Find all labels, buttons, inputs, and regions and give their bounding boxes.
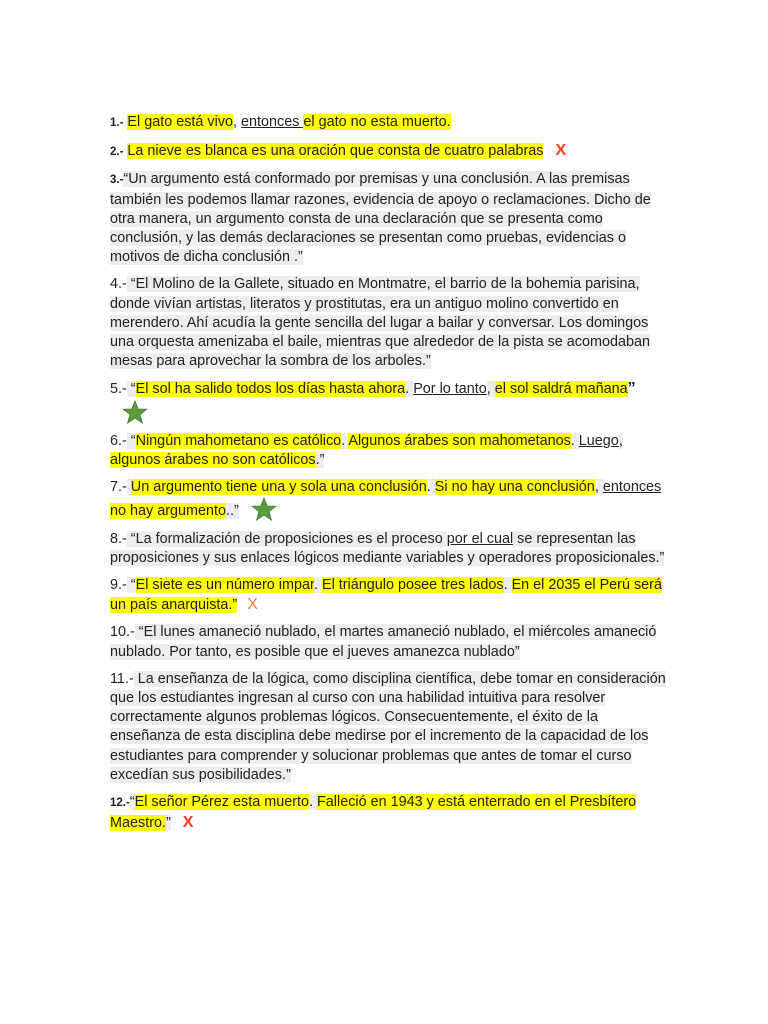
highlighted-text: .” [228,597,238,614]
highlighted-text: El sol ha salido todos los días hasta ahora [135,381,406,398]
highlighted-text: El siete es un número impar [135,577,314,594]
exercise-text: , [618,432,623,449]
exercise-number: 4.- [110,276,127,293]
highlighted-text: no hay argumento [110,503,227,520]
exercise-text: ” [627,380,636,398]
exercise-number: 10.- [110,624,135,641]
exercise-text: . [341,432,349,449]
highlighted-text: Un argumento tiene una y sola una conclusión [130,479,427,496]
underlined-connector: Luego [578,432,619,449]
highlighted-text: La nieve es blanca es una oración que consta de cuatro palabras [127,143,544,160]
exercise-number: 8.- [110,530,127,547]
highlighted-text: el sol saldrá mañana [494,381,628,398]
exercise-text: “El Molino de la Gallete, situado en Montmatre, el barrio de la bohemia parisina, donde vivían artistas, literatos y prostitutas, era un antiguo molino convertido en merendero. Ahí acudía la gente sencilla del lugar a bailar y conversar. Los domingos una orquesta amenizaba el baile, mientras que alrededor de la pista se acomodaban mesas para aprovechar la sombra de los arboles.” [110,276,651,370]
underlined-connector: entonces [241,114,304,130]
exercise-item-9 [110,576,670,615]
highlighted-text: El gato está vivo [127,114,234,130]
exercise-text: . [426,479,435,496]
exercise-item-5 [110,379,670,423]
exercise-text: “ [126,381,136,398]
highlighted-text: Ningún mahometano es católico [135,432,342,449]
underlined-connector: Por lo tanto [413,381,487,398]
highlighted-text: El triángulo posee tres lados [321,577,504,594]
exercise-text: se representan las proposiciones y sus enlaces lógicos mediante variables y operadores proposicionales.” [110,530,665,566]
exercise-text: La enseñanza de la lógica, como disciplina científica, debe tomar en consideración que los estudiantes ingresan al curso con una habilidad intuitiva para resolver correctamente algunos problemas lógicos. Consecuentemente, el éxito de la enseñanza de esta disciplina debe medirse por el incremento de la capacidad de los estudiantes para comprender y solucionar problemas que antes de tomar el curso excedían sus posibilidades.” [110,670,666,783]
exercise-item-7 [110,478,670,521]
exercise-text: , [233,114,242,130]
exercise-number: 2.- [110,146,124,159]
underlined-connector: por el cual [446,530,514,547]
exercise-item-11 [110,670,670,785]
exercise-number: 6.- [110,432,127,449]
highlighted-text: Algunos árabes son mahometanos [348,432,571,449]
exercise-number: 9.- [110,577,127,594]
x-mark-icon: X [182,814,194,832]
exercise-item-8 [110,530,670,568]
x-mark-icon: X [247,596,258,614]
exercise-text: . [503,577,512,594]
exercise-text: “ [126,432,136,449]
exercise-item-10 [110,623,670,661]
highlighted-text: el gato no esta muerto. [303,114,451,130]
exercise-item-1 [110,113,670,133]
exercise-text: . [405,381,414,398]
exercise-number: 11.- [110,670,134,687]
highlighted-text: El señor Pérez esta muerto [134,794,309,811]
exercise-item-4 [110,275,670,371]
exercise-text: “Un argumento está conformado por premisas y una conclusión. A las premisas también les podemos llamar razones, evidencia de apoyo o reclamaciones. Dicho de otra manera, un argumento consta de una declaración que se presenta como conclusión, y las demás declaraciones se presentan como pruebas, evidencias o motivos de dicha conclusión .” [110,171,651,266]
exercise-item-3 [110,170,670,267]
exercise-item-12 [110,793,670,833]
underlined-connector: entonces [602,479,662,496]
exercise-list [110,113,670,834]
exercise-text: “ [126,577,136,594]
exercise-number: 5.- [110,381,127,398]
exercise-number: 1.- [110,117,124,129]
exercise-text: ” [165,815,171,832]
exercise-number: 12.- [110,797,130,810]
exercise-text: “La formalización de proposiciones es el proceso [126,530,447,547]
exercise-number: 7.- [110,479,127,496]
exercise-text: , [486,381,495,398]
highlighted-text: algunos árabes no son católicos [110,452,316,469]
star-icon [122,400,148,424]
exercise-text: , [594,479,603,496]
highlighted-text: Si no hay una conclusión [434,479,595,496]
highlighted-text: Falleció en 1943 y está enterrado en el Presbítero Maestro. [110,794,637,832]
exercise-text: “El lunes amaneció nublado, el martes amaneció nublado, el miércoles amaneció nublado. Por tanto, es posible que el jueves amanezca nublado” [110,624,657,660]
exercise-number: 3.- [110,174,124,187]
exercise-text: . [313,577,322,594]
exercise-item-2 [110,141,670,162]
x-mark-icon: X [555,142,567,160]
document-body [110,113,670,842]
exercise-text: . [570,432,579,449]
exercise-text: .” [315,452,325,469]
exercise-text: “ [129,794,135,811]
exercise-item-6 [110,432,670,470]
exercise-text: ..” [226,503,239,520]
star-icon [251,497,277,521]
exercise-text: . [309,794,317,811]
highlighted-text: En el 2035 el Perú será un país anarquista [110,577,662,614]
